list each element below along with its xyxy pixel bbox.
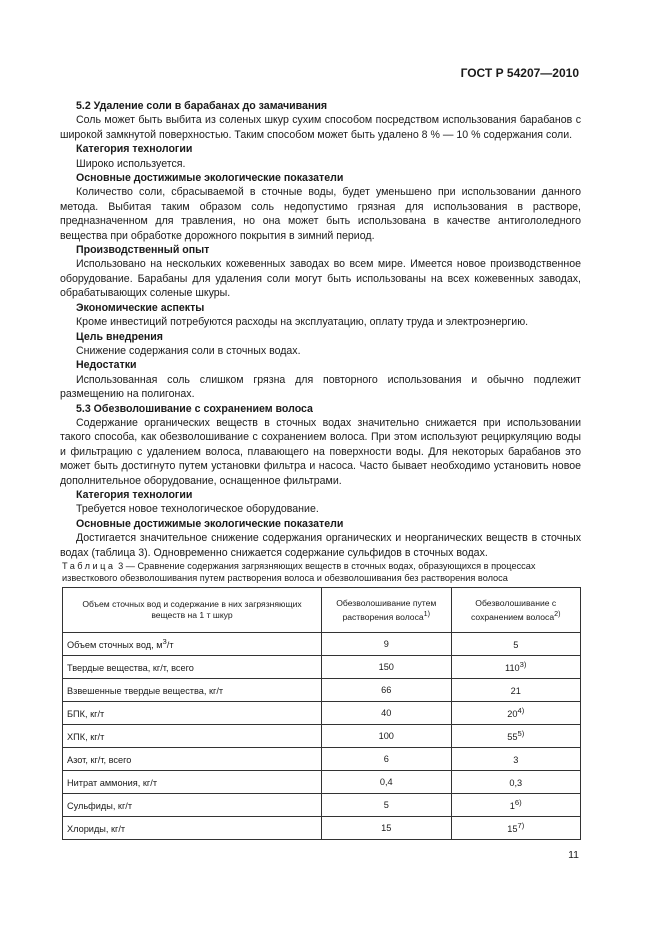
pollutants-table: [62, 587, 581, 840]
section-title-5-2: 5.2 Удаление соли в барабанах до замачивания: [76, 100, 328, 112]
document-id: ГОСТ Р 54207—2010: [460, 66, 579, 80]
row-label: Твердые вещества, кг/т, всего: [63, 656, 322, 679]
table-row: [63, 702, 581, 725]
value-hair-dissolving: 0,4: [322, 771, 452, 794]
table-caption-text: 3 — Сравнение содержания загрязняющих веществ в сточных водах, образующихся в процессах известкового обезволошивания путем растворения волоса и обезволошивания без растворения волоса: [62, 561, 536, 583]
row-label: Азот, кг/т, всего: [63, 748, 322, 771]
paragraph: Широко используется.: [76, 157, 186, 170]
table-row: [63, 633, 581, 656]
table-row: [63, 794, 581, 817]
paragraph: Требуется новое технологическое оборудование.: [76, 503, 319, 516]
paragraph: Соль может быть выбита из соленых шкур сухим способом посредством использования барабанов с широкой замкнутой поверхностью. Таким способом может быть удалено 8 % — 10 % содержания соли.: [60, 114, 581, 141]
column-header-text: Объем сточных вод и содержание в них загрязняющих веществ на 1 т шкур: [82, 599, 302, 620]
table-row: [63, 679, 581, 702]
row-label: БПК, кг/т: [63, 702, 322, 725]
value-hair-dissolving: 5: [322, 794, 452, 817]
table-body: [63, 633, 581, 840]
paragraph: Содержание органических веществ в сточных водах значительно снижается при использовании такого способа, как обезволошивание с сохранением волоса. При этом используют рециркуляцию воды и фильтрацию с удалением волоса, плавающего на поверхности воды. Для некоторых барабанов это может быть достигнуто путем установки фильтра и насоса. Часто бывает необходимо установить новое дополнительное оборудование, оснащенное фильтрами.: [60, 416, 581, 487]
section-title-5-3: 5.3 Обезволошивание с сохранением волоса: [76, 402, 313, 415]
table-row: [63, 817, 581, 840]
paragraph: Кроме инвестиций потребуются расходы на эксплуатацию, оплату труда и электроэнергию.: [76, 316, 529, 329]
subheading: Недостатки: [76, 359, 137, 372]
row-label: Нитрат аммония, кг/т: [63, 771, 322, 794]
page-number: 11: [568, 849, 579, 861]
subheading: Основные достижимые экологические показатели: [76, 517, 344, 530]
subheading: Экономические аспекты: [76, 301, 205, 314]
row-label: ХПК, кг/т: [63, 725, 322, 748]
row-label: Сульфиды, кг/т: [63, 794, 322, 817]
value-hair-saving: 110$^{3)}$: [451, 656, 581, 679]
value-hair-saving: 3: [451, 748, 581, 771]
value-hair-dissolving: 100: [322, 725, 452, 748]
value-hair-saving: 21: [451, 679, 581, 702]
table-caption: [62, 561, 582, 584]
column-header-text: Обезволошивание путем растворения волоса: [336, 597, 437, 622]
row-label: Объем сточных вод, $м^3/т$: [63, 633, 322, 656]
column-header: [63, 588, 322, 633]
value-hair-dissolving: 9: [322, 633, 452, 656]
table-header-row: [63, 588, 581, 633]
table-row: [63, 771, 581, 794]
value-hair-dissolving: 6: [322, 748, 452, 771]
value-hair-saving: 1$^{6)}$: [451, 794, 581, 817]
body-text: [60, 99, 581, 560]
value-hair-dissolving: 40: [322, 702, 452, 725]
value-hair-saving: 5: [451, 633, 581, 656]
paragraph: Достигается значительное снижение содержания органических и неорганических веществ в сточных водах (таблица 3). Одновременно снижается содержание сульфидов в сточных водах.: [60, 532, 581, 559]
table-row: [63, 656, 581, 679]
column-header: [322, 588, 452, 633]
subheading: Основные достижимые экологические показатели: [76, 172, 344, 185]
table-row: [63, 725, 581, 748]
value-hair-dissolving: 66: [322, 679, 452, 702]
footnote-mark: 2): [554, 609, 561, 618]
subheading: Категория технологии: [76, 143, 193, 156]
column-header: [451, 588, 581, 633]
footnote-mark: 1): [423, 609, 431, 618]
table-row: [63, 748, 581, 771]
row-label: Хлориды, кг/т: [63, 817, 322, 840]
column-header-text: Обезволошивание с сохранением волоса: [471, 597, 557, 622]
subheading: Производственный опыт: [76, 244, 210, 257]
table-caption-label: Таблица: [62, 561, 116, 571]
subheading: Цель внедрения: [76, 330, 163, 343]
paragraph: Количество соли, сбрасываемой в сточные воды, будет уменьшено при использовании данного метода. Выбитая таким образом соль недопустимо грязная для использования в растворе, предназначенном для травления, но она может быть использована в качестве антигололедного вещества при обработке дорожного покрытия в зимний период.: [60, 186, 581, 242]
value-hair-saving: 55$^{5)}$: [451, 725, 581, 748]
value-hair-saving: 0,3: [451, 771, 581, 794]
value-hair-dissolving: 150: [322, 656, 452, 679]
paragraph: Использованная соль слишком грязна для повторного использования и обычно подлежит размещению на полигонах.: [60, 373, 581, 401]
value-hair-saving: 15$^{7)}$: [451, 817, 581, 840]
subheading: Категория технологии: [76, 488, 193, 501]
paragraph: Использовано на нескольких кожевенных заводах во всем мире. Имеется новое производственное оборудование. Барабаны для удаления соли могут быть использованы на всех кожевенных заводах, обрабатывающих соленые шкуры.: [60, 258, 581, 300]
value-hair-saving: 20$^{4)}$: [451, 702, 581, 725]
value-hair-dissolving: 15: [322, 817, 452, 840]
row-label: Взвешенные твердые вещества, кг/т: [63, 679, 322, 702]
paragraph: Снижение содержания соли в сточных водах.: [76, 344, 301, 357]
